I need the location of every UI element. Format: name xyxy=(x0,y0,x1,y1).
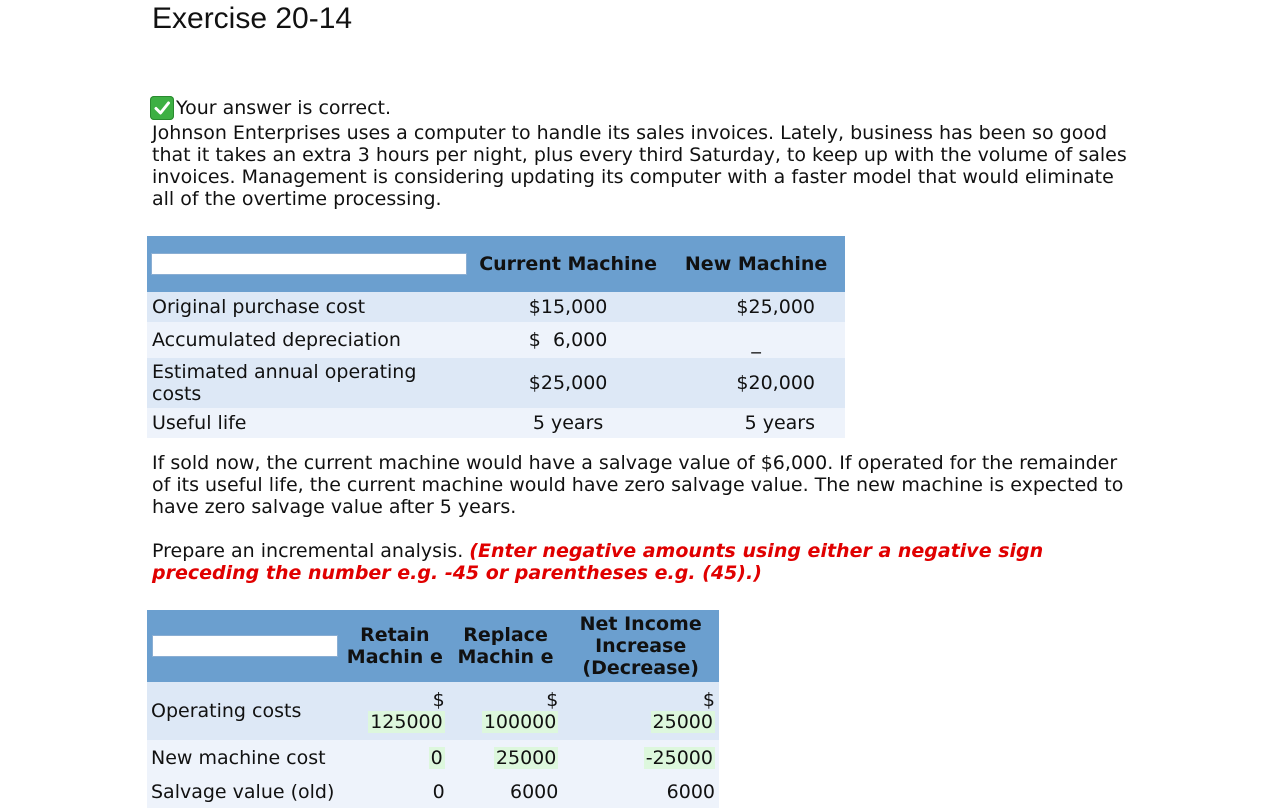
new-value: _ xyxy=(667,322,845,358)
currency-symbol: $ xyxy=(702,689,715,711)
page-title: Exercise 20-14 xyxy=(152,2,353,35)
table-row xyxy=(147,682,719,740)
header-net-income: Net Income Increase (Decrease) xyxy=(562,610,719,682)
row-label: Useful life xyxy=(147,408,469,438)
check-icon xyxy=(150,96,174,120)
table-row xyxy=(147,776,719,808)
replace-input[interactable]: 25000 xyxy=(495,747,557,769)
row-label: Accumulated depreciation xyxy=(147,322,469,358)
row-label: Operating costs xyxy=(147,682,341,740)
retain-input[interactable]: 0 xyxy=(432,781,445,803)
incremental-analysis-table xyxy=(147,610,719,808)
net-input[interactable]: 6000 xyxy=(666,781,715,803)
header-replace-machine: Replace Machin e xyxy=(449,610,563,682)
net-input[interactable]: -25000 xyxy=(645,747,713,769)
instruction-note: (Enter negative amounts using either a negative sign preceding the number e.g. -45 or parentheses e.g. (45).) xyxy=(152,540,1044,584)
table-row xyxy=(147,358,845,408)
header-retain-machine: Retain Machin e xyxy=(341,610,449,682)
row-label: Estimated annual operating costs xyxy=(147,358,469,408)
retain-cell xyxy=(341,682,449,740)
retain-input[interactable]: 0 xyxy=(430,747,443,769)
instruction-text: Prepare an incremental analysis. xyxy=(152,540,464,562)
header-new-machine: New Machine xyxy=(667,236,845,292)
instruction xyxy=(152,540,1132,584)
answer-status xyxy=(150,96,391,120)
retain-input[interactable]: 125000 xyxy=(370,711,443,733)
replace-input[interactable]: 6000 xyxy=(510,781,559,803)
replace-cell xyxy=(449,682,563,740)
currency-symbol: $ xyxy=(546,689,559,711)
table-header-blank xyxy=(147,610,341,682)
status-message: Your answer is correct. xyxy=(176,97,392,119)
row-label: New machine cost xyxy=(147,740,341,776)
row-label: Original purchase cost xyxy=(147,292,469,322)
replace-input[interactable]: 100000 xyxy=(483,711,557,733)
salvage-description: If sold now, the current machine would have a salvage value of $6,000. If operated for the remainder of its useful life, the current machine would have zero salvage value. The new machine is expected to have zero salvage value after 5 years. xyxy=(152,452,1124,518)
net-cell xyxy=(562,682,719,740)
table-row xyxy=(147,408,845,438)
current-value: $25,000 xyxy=(469,358,667,408)
current-value: $15,000 xyxy=(469,292,667,322)
currency-symbol: $ xyxy=(432,689,445,711)
table-row xyxy=(147,740,719,776)
row-label: Salvage value (old) xyxy=(147,776,341,808)
table-row xyxy=(147,292,845,322)
new-value: 5 years xyxy=(667,408,845,438)
current-value: 5 years xyxy=(469,408,667,438)
problem-intro: Johnson Enterprises uses a computer to handle its sales invoices. Lately, business has been so good that it takes an extra 3 hours per night, plus every third Saturday, to keep up with the volume of sales invoices. Management is considering updating its computer with a faster model that would eliminate all of the overtime processing. xyxy=(152,122,1127,210)
table-header-blank xyxy=(147,236,469,292)
machine-comparison-table xyxy=(147,236,845,438)
new-value: $25,000 xyxy=(667,292,845,322)
new-value: $20,000 xyxy=(667,358,845,408)
current-value: $ 6,000 xyxy=(469,322,667,358)
header-current-machine: Current Machine xyxy=(469,236,667,292)
table-row xyxy=(147,322,845,358)
net-input[interactable]: 25000 xyxy=(652,711,713,733)
